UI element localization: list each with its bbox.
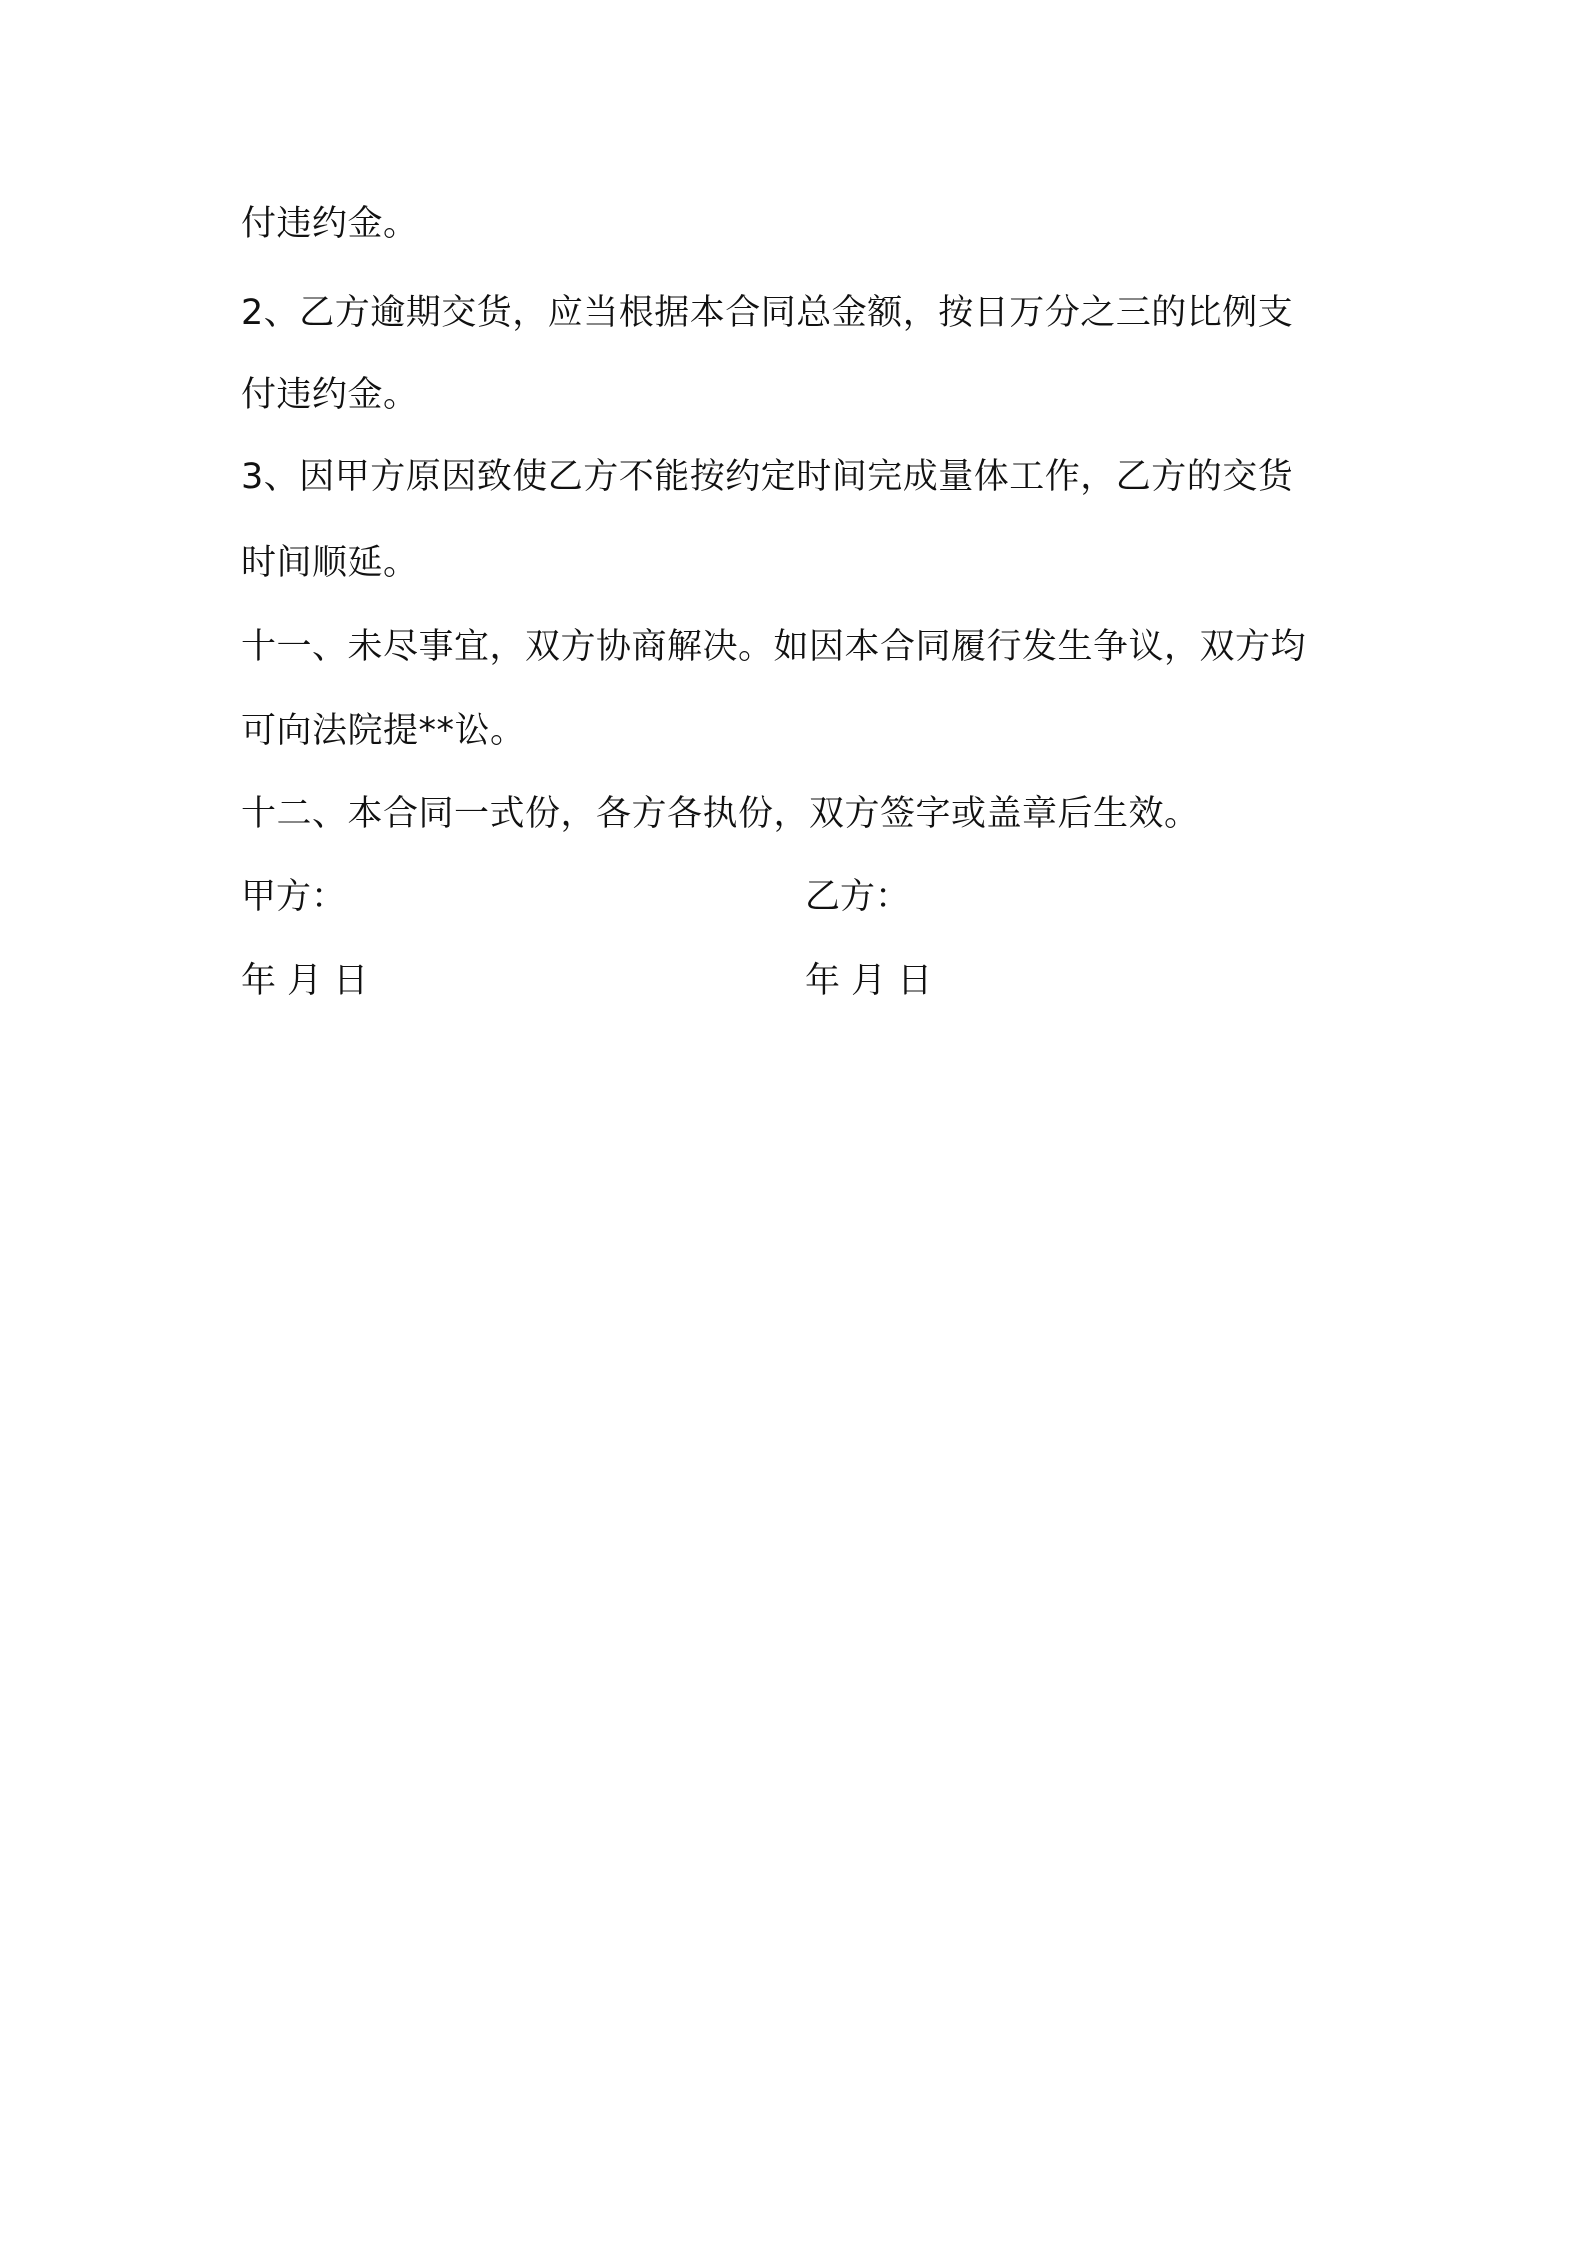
body-text-line: 时间顺延。 bbox=[241, 543, 419, 583]
body-text-line: 付违约金。 bbox=[241, 204, 419, 244]
party-a-date-line: 年 月 日 bbox=[241, 961, 369, 1001]
party-a-signature-label: 甲方： bbox=[241, 877, 347, 917]
body-text-line: 3、因甲方原因致使乙方不能按约定时间完成量体工作，乙方的交货 bbox=[241, 457, 1294, 497]
body-text-line: 可向法院提**讼。 bbox=[241, 711, 526, 751]
body-text-line: 十二、本合同一式份，各方各执份，双方签字或盖章后生效。 bbox=[241, 794, 1200, 834]
body-text-line: 十一、未尽事宜，双方协商解决。如因本合同履行发生争议，双方均 bbox=[241, 627, 1307, 667]
body-text-line: 付违约金。 bbox=[241, 375, 419, 415]
body-text-line: 2、乙方逾期交货，应当根据本合同总金额，按日万分之三的比例支 bbox=[241, 293, 1294, 333]
party-b-date-line: 年 月 日 bbox=[805, 961, 933, 1001]
party-b-signature-label: 乙方： bbox=[805, 877, 911, 917]
